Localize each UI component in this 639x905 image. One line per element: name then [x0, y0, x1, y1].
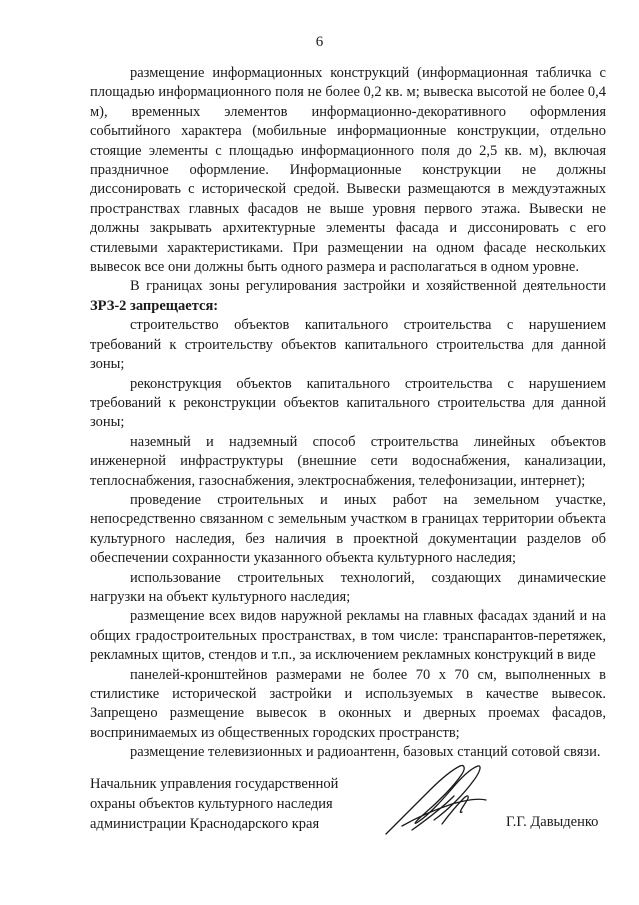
signatory-title-line-1: Начальник управления государственной: [90, 776, 339, 792]
signatory-title-line-3: администрации Краснодарского края: [90, 816, 320, 832]
paragraph-reconstruction: реконструкция объектов капитального строительства с нарушением требований к реконструкции объектов капитального строительства для данной зоны;: [90, 375, 606, 431]
document-body: [90, 64, 606, 763]
paragraph-advertising: размещение всех видов наружной рекламы на главных фасадах зданий и на общих градостроительных пространствах, в том числе: транспарантов-перетяжек, рекламных щитов, стендов и т.п., за исключением рекламных конструкций в виде: [90, 608, 606, 664]
paragraph-works: проведение строительных и иных работ на земельном участке, непосредственно связанном с земельным участком в границах территории объекта культурного наследия, без наличия в проектной документации разделов об обеспечении сохранности указанного объекта культурного наследия;: [90, 491, 606, 567]
paragraph-technologies: использование строительных технологий, создающих динамические нагрузки на объект культурного наследия;: [90, 569, 606, 605]
signatory-title-line-2: охраны объектов культурного наследия: [90, 796, 333, 812]
paragraph-construction: строительство объектов капитального строительства с нарушением требований к строительству объектов капитального строительства для данной зоны;: [90, 317, 606, 373]
zone-heading-bold: ЗРЗ-2 запрещается:: [90, 297, 219, 314]
paragraph-linear-objects: наземный и надземный способ строительства линейных объектов инженерной инфраструктуры (внешние сети водоснабжения, канализации, теплоснабжения, газоснабжения, электроснабжения, телефонизации, интернет);: [90, 433, 606, 489]
handwritten-signature: [382, 760, 492, 840]
signatory-title: [90, 774, 338, 834]
paragraph-zone-heading: [90, 277, 606, 316]
zone-heading-text: В границах зоны регулирования застройки и хозяйственной деятельности: [130, 278, 606, 295]
paragraph-info-constructions: размещение информационных конструкций (информационная табличка с площадью информационного поля не более 0,2 кв. м; вывеска высотой не более 0,4 м), временных элементов информационно-декоративного оформления событийного характера (мобильные информационные конструкции, отдельно стоящие элементы с площадью информационного поля до 2,5 кв. м), включая праздничное оформление. Информационные конструкции не должны диссонировать с исторической средой. Вывески размещаются в междуэтажных пространствах главных фасадов не выше уровня первого этажа. Вывески не должны закрывать архитектурные элементы фасада и диссонировать с его стилевыми характеристиками. При размещении на одном фасаде нескольких вывесок все они должны быть одного размера и располагаться в одном уровне.: [90, 65, 606, 276]
signer-name: Г.Г. Давыденко: [506, 814, 599, 830]
paragraph-antennas: размещение телевизионных и радиоантенн, базовых станций сотовой связи.: [130, 744, 601, 761]
page-number: 6: [315, 34, 324, 50]
paragraph-panels: панелей-кронштейнов размерами не более 70 х 70 см, выполненных в стилистике исторической застройки и используемых в качестве вывесок. Запрещено размещение вывесок в оконных и дверных проемах фасадов, воспринимаемых из общественных городских пространств;: [90, 666, 606, 741]
